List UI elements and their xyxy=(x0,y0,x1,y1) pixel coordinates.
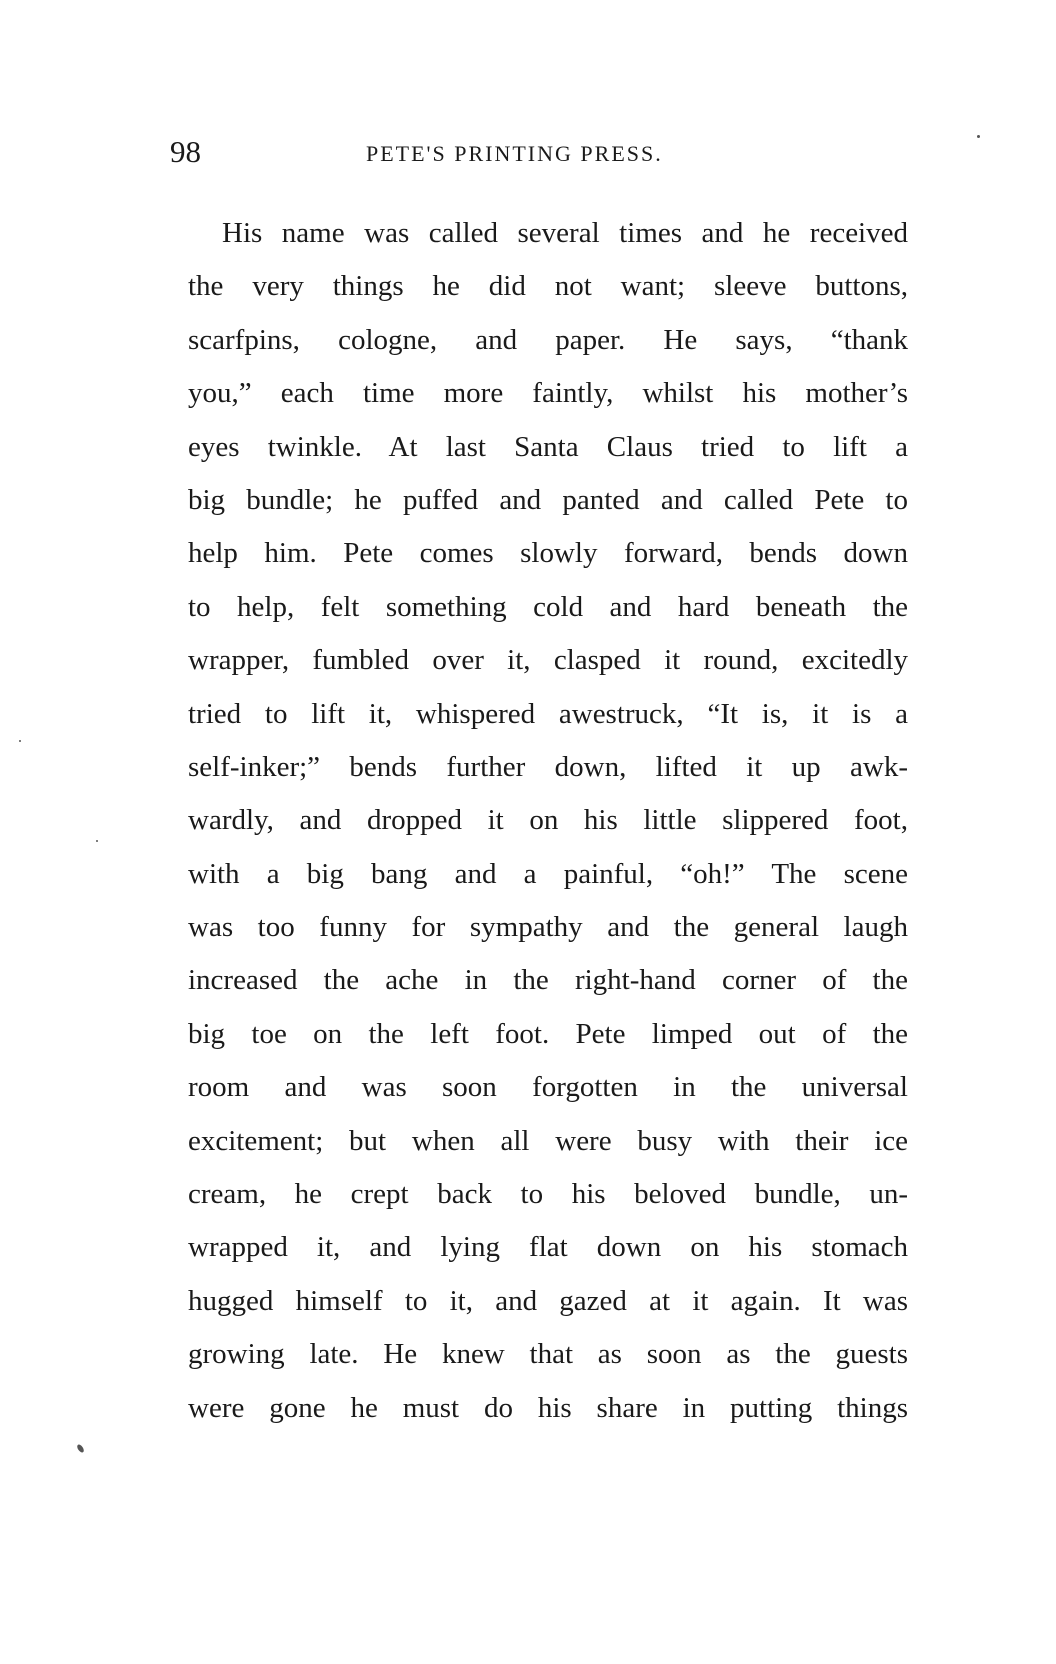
scan-speck xyxy=(977,135,980,138)
text-line: were gone he must do his share in putting things xyxy=(188,1391,908,1424)
page-number: 98 xyxy=(170,134,201,169)
text-line: tried to lift it, whispered awestruck, “It is, it is a xyxy=(188,697,908,730)
text-line: big toe on the left foot. Pete limped out of the xyxy=(188,1017,908,1050)
text-line: eyes twinkle. At last Santa Claus tried to lift a xyxy=(188,430,908,463)
scan-speck xyxy=(76,1443,85,1453)
text-line: hugged himself to it, and gazed at it again. It was xyxy=(188,1284,908,1317)
text-line: cream, he crept back to his beloved bundle, un- xyxy=(188,1178,908,1211)
text-line: wardly, and dropped it on his little slippered foot, xyxy=(188,804,908,837)
text-line: was too funny for sympathy and the general laugh xyxy=(188,911,908,944)
text-line: big bundle; he puffed and panted and called Pete to xyxy=(188,483,908,516)
text-line: with a big bang and a painful, “oh!” The scene xyxy=(188,857,908,890)
text-line: wrapper, fumbled over it, clasped it round, excitedly xyxy=(188,644,908,677)
text-line: increased the ache in the right-hand corner of the xyxy=(188,964,908,997)
text-line: scarfpins, cologne, and paper. He says, “thank xyxy=(188,323,908,356)
text-line: wrapped it, and lying flat down on his stomach xyxy=(188,1231,908,1264)
text-line: growing late. He knew that as soon as the guests xyxy=(188,1338,908,1371)
text-line: you,” each time more faintly, whilst his mother’s xyxy=(188,377,908,410)
text-line: to help, felt something cold and hard beneath the xyxy=(188,590,908,623)
scan-speck xyxy=(19,740,21,742)
running-head xyxy=(170,132,730,172)
text-line: help him. Pete comes slowly forward, bends down xyxy=(188,537,908,570)
scan-speck xyxy=(96,840,98,842)
text-line: the very things he did not want; sleeve buttons, xyxy=(188,270,908,303)
text-line: excitement; but when all were busy with their ice xyxy=(188,1124,908,1157)
running-title: PETE'S PRINTING PRESS. xyxy=(366,141,663,166)
text-line: room and was soon forgotten in the universal xyxy=(188,1071,908,1104)
text-line: His name was called several times and he received xyxy=(222,217,908,249)
text-line: self-inker;” bends further down, lifted it up awk- xyxy=(188,750,908,783)
body-text xyxy=(188,207,908,1435)
